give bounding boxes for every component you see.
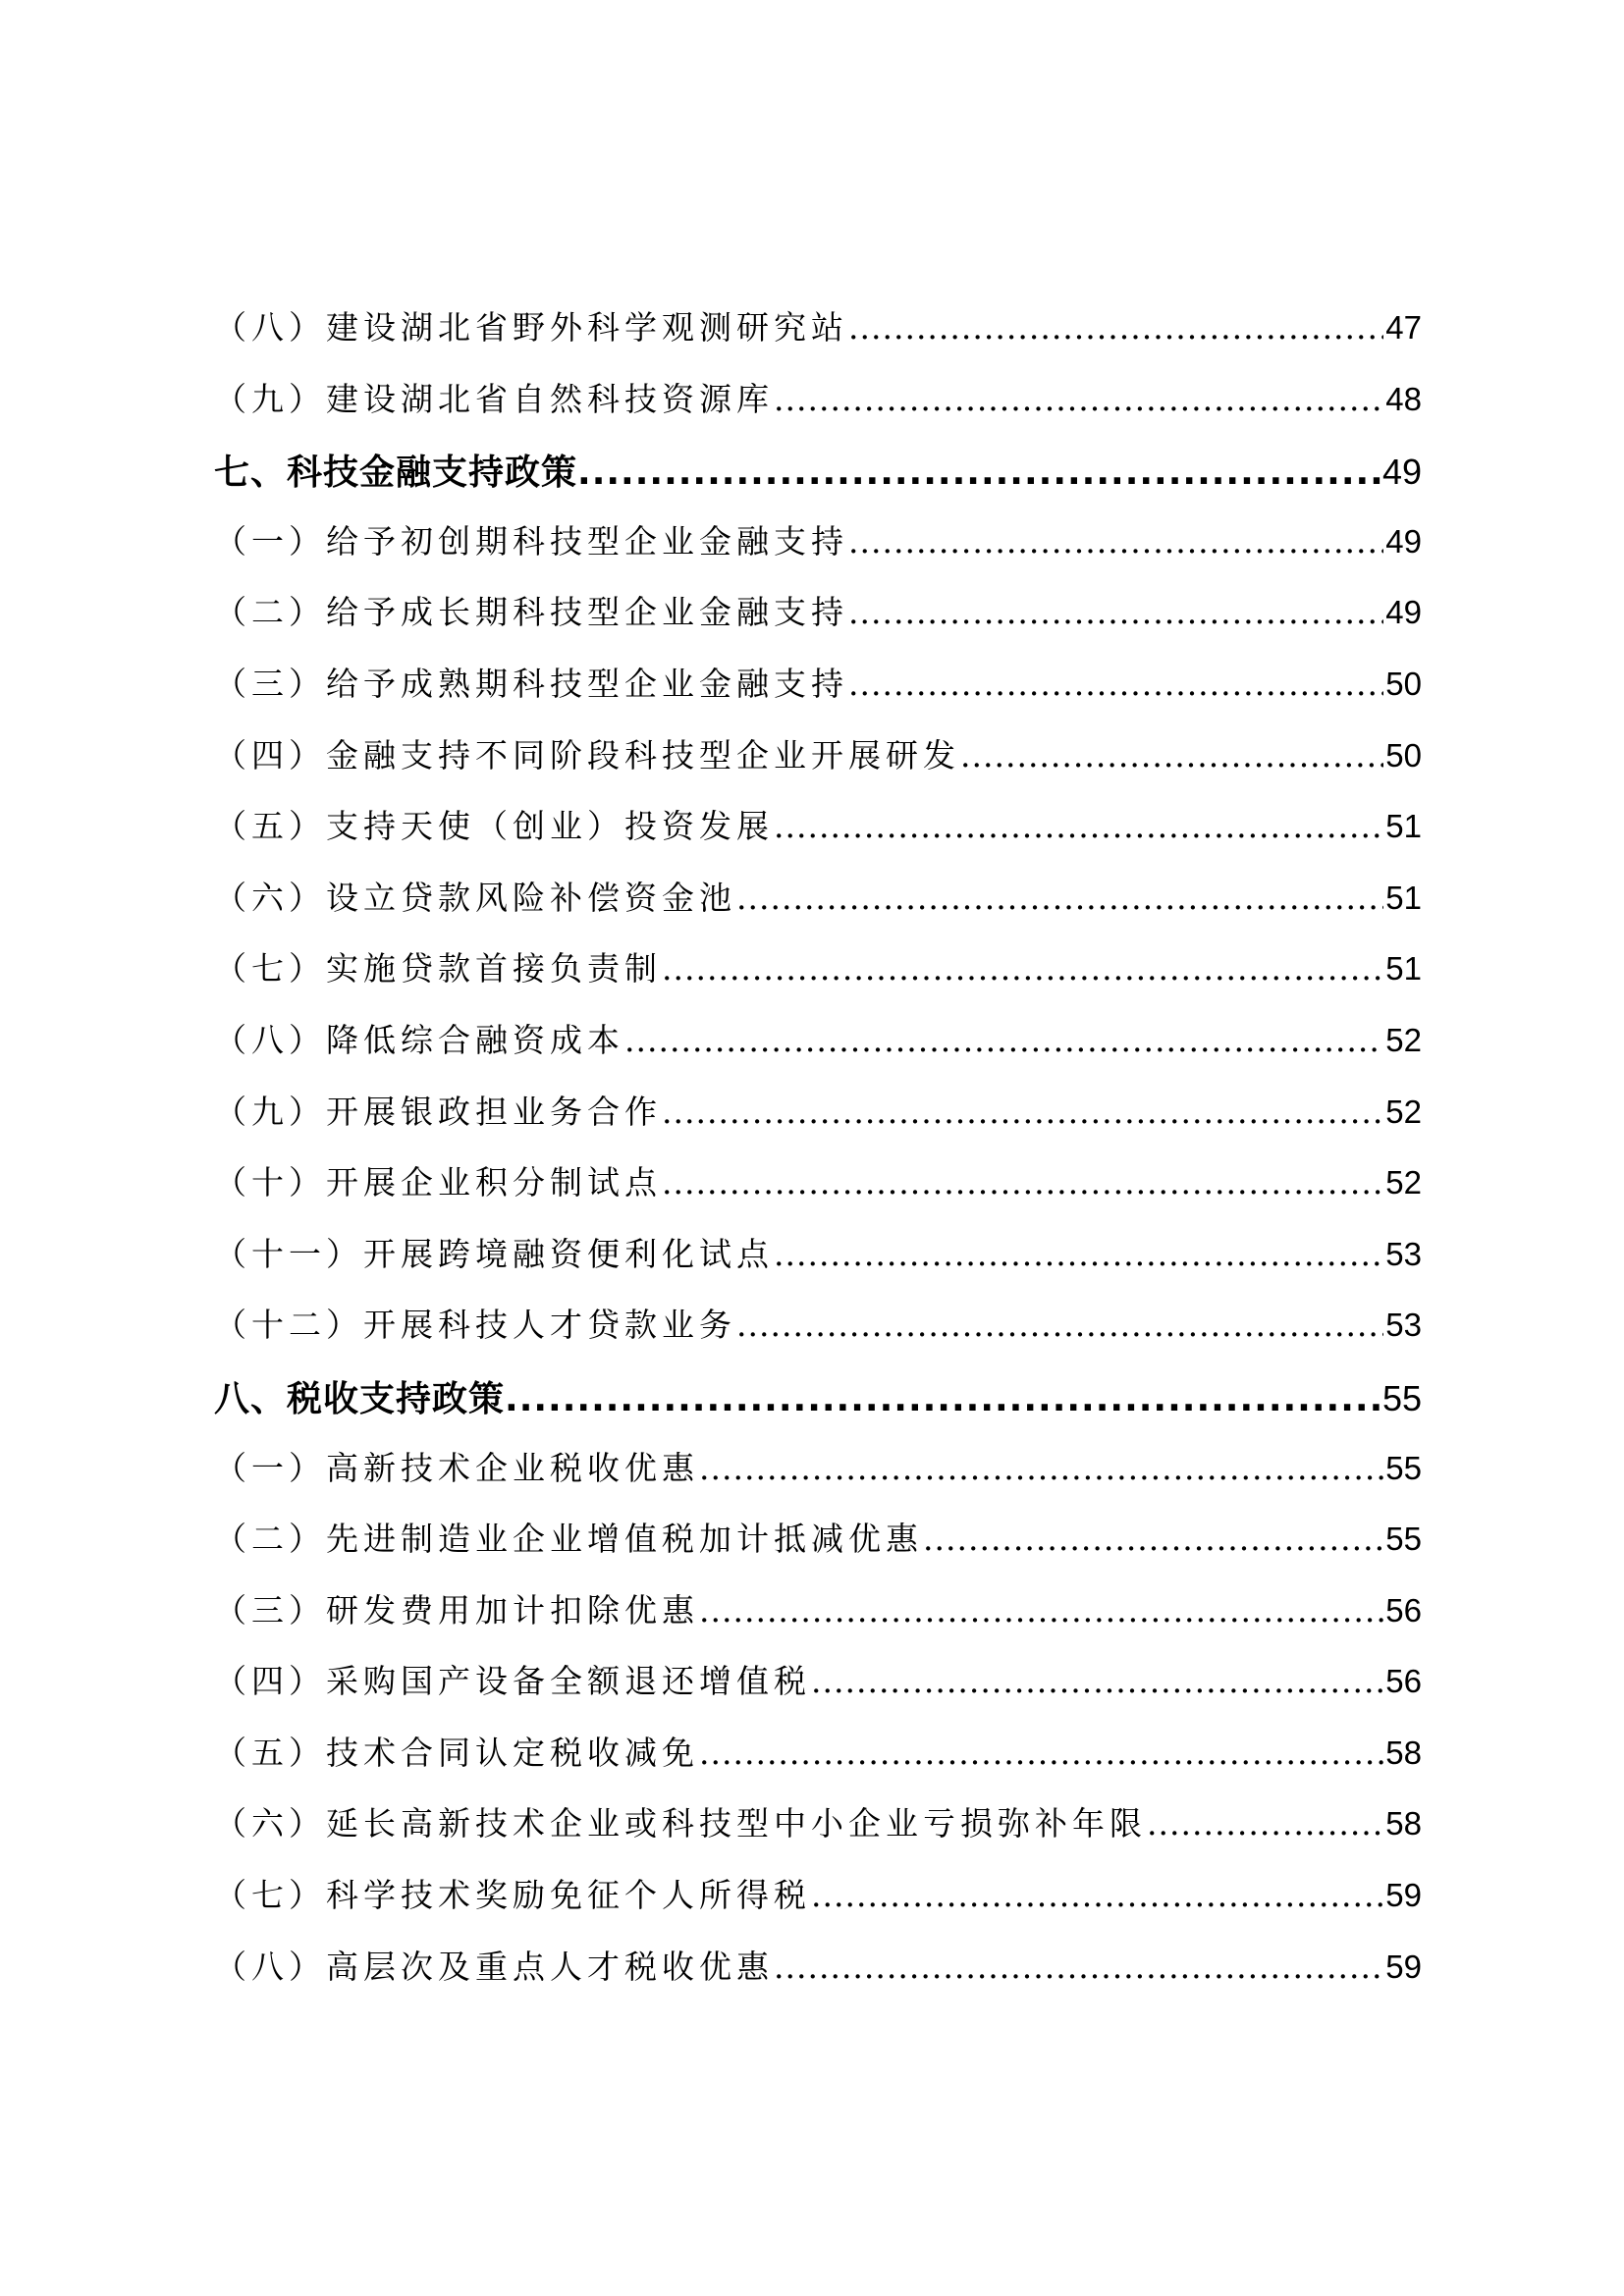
toc-entry-title: （十一）开展跨境融资便利化试点 bbox=[214, 1234, 774, 1273]
toc-entry-title: （二）给予成长期科技型企业金融支持 bbox=[214, 593, 848, 632]
toc-entry-page: 49 bbox=[1385, 594, 1422, 631]
toc-entry-page: 53 bbox=[1385, 1307, 1422, 1344]
toc-entry[interactable] bbox=[214, 1942, 1422, 2013]
table-of-contents bbox=[214, 302, 1422, 2012]
toc-entry-title: （十）开展企业积分制试点 bbox=[214, 1163, 662, 1202]
toc-entry[interactable] bbox=[214, 1870, 1422, 1942]
toc-entry-page: 58 bbox=[1385, 1805, 1422, 1842]
toc-entry-title: （六）设立贷款风险补偿资金池 bbox=[214, 878, 736, 917]
dot-leader bbox=[577, 453, 1380, 493]
toc-entry-title: （四）金融支持不同阶段科技型企业开展研发 bbox=[214, 735, 960, 774]
dot-leader bbox=[699, 1449, 1383, 1487]
toc-entry[interactable] bbox=[214, 1229, 1422, 1301]
dot-leader bbox=[923, 1520, 1383, 1558]
toc-entry[interactable] bbox=[214, 1656, 1422, 1728]
toc-entry-title: （八）降低综合融资成本 bbox=[214, 1020, 624, 1059]
dot-leader bbox=[774, 807, 1383, 845]
dot-leader bbox=[811, 1662, 1383, 1700]
toc-entry[interactable] bbox=[214, 1087, 1422, 1158]
toc-entry-page: 55 bbox=[1385, 1449, 1422, 1486]
dot-leader bbox=[848, 522, 1383, 561]
toc-section-heading[interactable] bbox=[214, 1371, 1422, 1443]
toc-entry-page: 51 bbox=[1385, 808, 1422, 845]
toc-entry-title: 八、税收支持政策 bbox=[214, 1378, 506, 1419]
toc-entry-title: （一）给予初创期科技型企业金融支持 bbox=[214, 521, 848, 561]
toc-entry[interactable] bbox=[214, 1015, 1422, 1087]
toc-entry-title: （七）科学技术奖励免征个人所得税 bbox=[214, 1876, 811, 1915]
toc-entry-page: 56 bbox=[1385, 1663, 1422, 1700]
toc-entry-title: （九）建设湖北省自然科技资源库 bbox=[214, 379, 774, 418]
toc-section-heading[interactable] bbox=[214, 445, 1422, 516]
toc-entry[interactable] bbox=[214, 516, 1422, 588]
toc-entry[interactable] bbox=[214, 1585, 1422, 1657]
toc-entry[interactable] bbox=[214, 1300, 1422, 1371]
toc-entry[interactable] bbox=[214, 1157, 1422, 1229]
toc-entry-title: （三）研发费用加计扣除优惠 bbox=[214, 1590, 699, 1629]
dot-leader bbox=[699, 1591, 1383, 1629]
toc-entry[interactable] bbox=[214, 873, 1422, 944]
dot-leader bbox=[848, 308, 1383, 347]
toc-entry-page: 52 bbox=[1385, 1164, 1422, 1201]
dot-leader bbox=[624, 1021, 1383, 1059]
toc-entry[interactable] bbox=[214, 1443, 1422, 1515]
toc-entry-title: （七）实施贷款首接负责制 bbox=[214, 949, 662, 988]
toc-entry-page: 48 bbox=[1385, 380, 1422, 417]
toc-entry-title: （四）采购国产设备全额退还增值税 bbox=[214, 1662, 811, 1701]
toc-entry-title: （八）高层次及重点人才税收优惠 bbox=[214, 1947, 774, 1986]
toc-entry-page: 53 bbox=[1385, 1235, 1422, 1272]
dot-leader bbox=[848, 665, 1383, 703]
dot-leader bbox=[736, 879, 1383, 917]
dot-leader bbox=[699, 1734, 1383, 1772]
toc-entry-page: 59 bbox=[1385, 1877, 1422, 1914]
dot-leader bbox=[774, 1948, 1383, 1986]
toc-entry[interactable] bbox=[214, 1728, 1422, 1799]
toc-entry-title: （十二）开展科技人才贷款业务 bbox=[214, 1306, 736, 1345]
toc-entry[interactable] bbox=[214, 1798, 1422, 1870]
toc-entry[interactable] bbox=[214, 730, 1422, 802]
toc-entry-page: 55 bbox=[1381, 1377, 1422, 1418]
dot-leader bbox=[736, 1306, 1383, 1344]
toc-entry-title: （三）给予成熟期科技型企业金融支持 bbox=[214, 664, 848, 703]
dot-leader bbox=[662, 1093, 1383, 1131]
toc-entry-page: 51 bbox=[1385, 879, 1422, 916]
toc-entry-page: 47 bbox=[1385, 309, 1422, 346]
toc-entry-title: （六）延长高新技术企业或科技型中小企业亏损弥补年限 bbox=[214, 1804, 1147, 1843]
toc-entry[interactable] bbox=[214, 659, 1422, 730]
toc-entry-title: 七、科技金融支持政策 bbox=[214, 453, 578, 494]
toc-entry-page: 58 bbox=[1385, 1734, 1422, 1771]
dot-leader bbox=[811, 1876, 1383, 1914]
dot-leader bbox=[960, 736, 1383, 774]
dot-leader bbox=[662, 949, 1383, 988]
toc-entry-page: 49 bbox=[1385, 522, 1422, 560]
toc-entry[interactable] bbox=[214, 1514, 1422, 1585]
toc-entry-page: 51 bbox=[1385, 950, 1422, 988]
toc-entry-title: （五）支持天使（创业）投资发展 bbox=[214, 807, 774, 846]
toc-entry-page: 55 bbox=[1385, 1521, 1422, 1558]
toc-entry-page: 52 bbox=[1385, 1021, 1422, 1058]
toc-entry-page: 50 bbox=[1385, 736, 1422, 774]
toc-entry-title: （八）建设湖北省野外科学观测研究站 bbox=[214, 308, 848, 347]
toc-entry-title: （五）技术合同认定税收减免 bbox=[214, 1733, 699, 1772]
toc-entry[interactable] bbox=[214, 587, 1422, 659]
dot-leader bbox=[774, 380, 1383, 418]
toc-entry-page: 59 bbox=[1385, 1948, 1422, 1985]
toc-entry-page: 50 bbox=[1385, 665, 1422, 702]
dot-leader bbox=[848, 593, 1383, 631]
toc-entry[interactable] bbox=[214, 801, 1422, 873]
dot-leader bbox=[662, 1163, 1383, 1201]
toc-entry[interactable] bbox=[214, 943, 1422, 1015]
toc-entry-title: （一）高新技术企业税收优惠 bbox=[214, 1448, 699, 1487]
toc-entry-title: （九）开展银政担业务合作 bbox=[214, 1092, 662, 1131]
toc-entry-page: 49 bbox=[1381, 452, 1422, 493]
toc-entry-title: （二）先进制造业企业增值税加计抵减优惠 bbox=[214, 1520, 923, 1559]
toc-entry[interactable] bbox=[214, 374, 1422, 446]
toc-entry-page: 56 bbox=[1385, 1591, 1422, 1629]
dot-leader bbox=[774, 1235, 1383, 1273]
toc-entry-page: 52 bbox=[1385, 1093, 1422, 1130]
dot-leader bbox=[1147, 1804, 1383, 1842]
toc-entry[interactable] bbox=[214, 302, 1422, 374]
dot-leader bbox=[505, 1379, 1380, 1419]
